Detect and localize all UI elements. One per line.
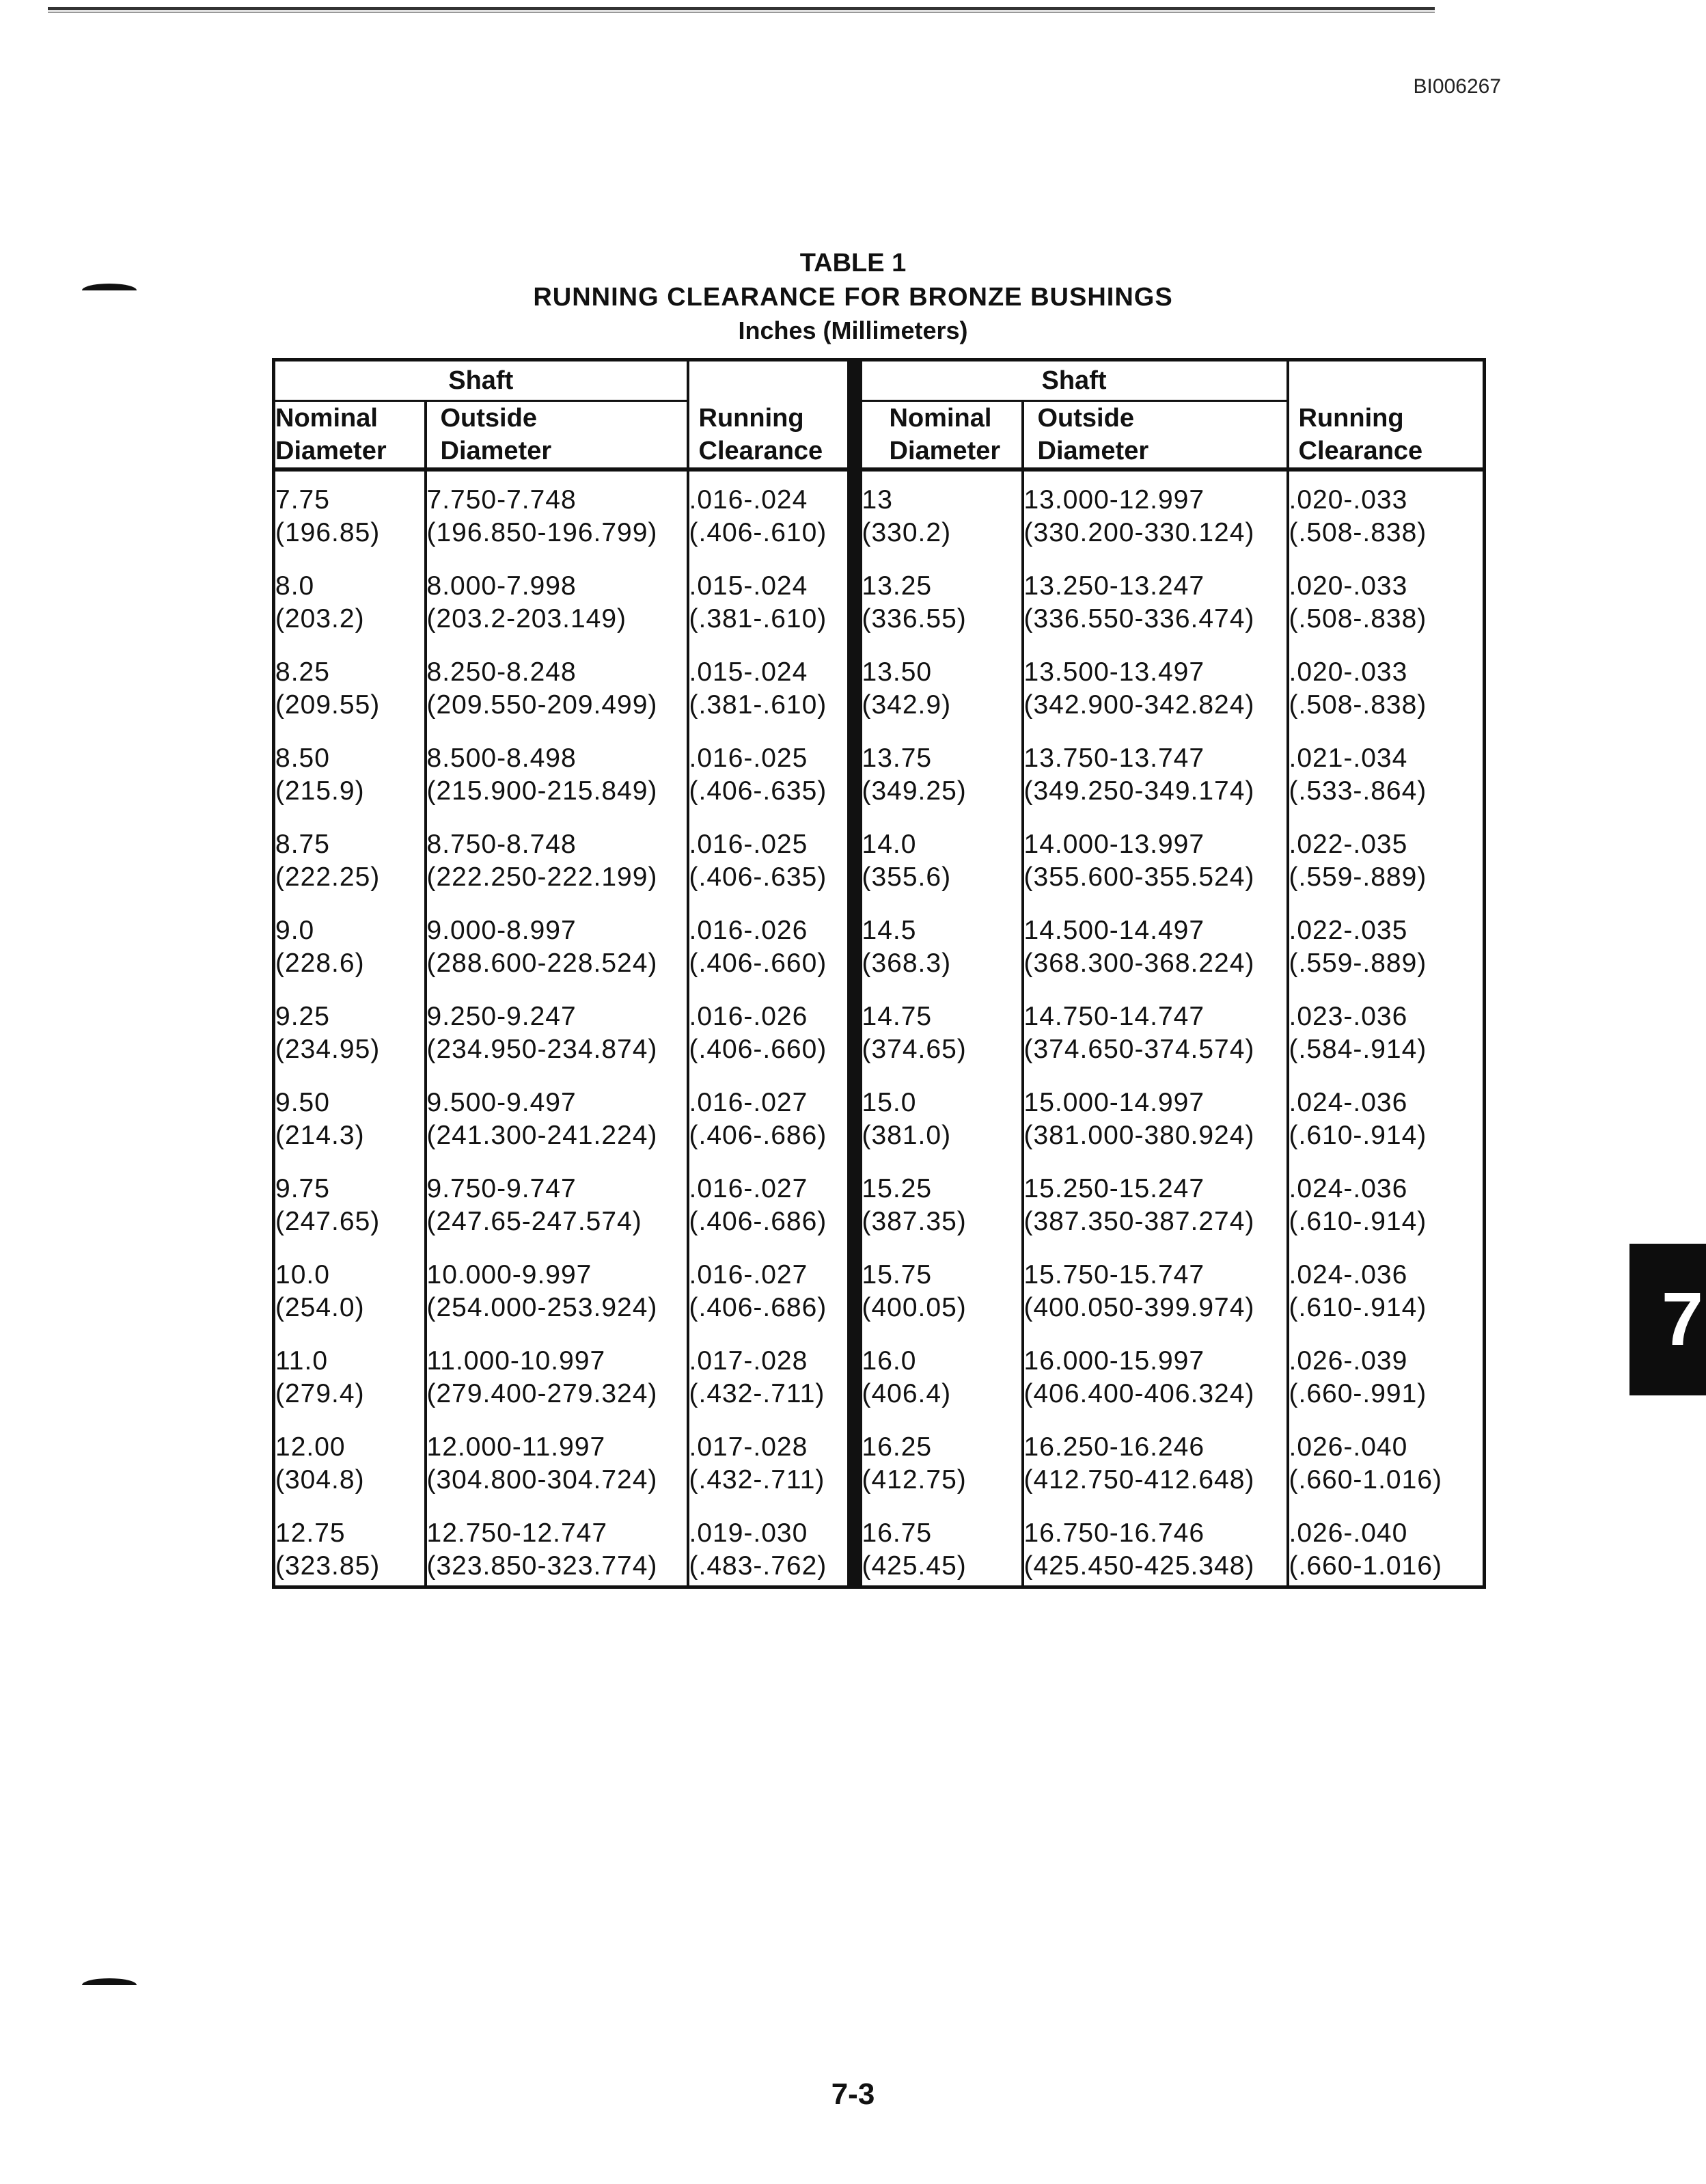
inch-value: 9.50 — [275, 1088, 330, 1117]
inch-value: 8.750-8.748 — [426, 830, 577, 859]
millimeter-value: (.559-.889) — [1289, 862, 1427, 892]
running-clearance-header-left: Running Clearance — [688, 360, 855, 470]
inch-value: .016-.025 — [689, 830, 808, 859]
millimeter-value: (.432-.711) — [689, 1465, 825, 1494]
millimeter-value: (.660-1.016) — [1289, 1551, 1442, 1581]
clearance-table — [272, 358, 1486, 1589]
millimeter-value: (247.65) — [275, 1207, 381, 1236]
inch-value: 8.500-8.498 — [426, 743, 577, 773]
table-row — [274, 914, 1485, 1000]
running-clearance-cell — [688, 828, 855, 914]
inch-value: .024-.036 — [1289, 1174, 1408, 1203]
millimeter-value: (247.65-247.574) — [426, 1207, 642, 1236]
inch-value: 16.750-16.746 — [1023, 1518, 1205, 1548]
millimeter-value: (209.550-209.499) — [426, 690, 658, 720]
inch-value: .026-.039 — [1289, 1346, 1408, 1376]
inch-value: 12.000-11.997 — [426, 1432, 606, 1462]
millimeter-value: (.610-.914) — [1289, 1121, 1427, 1150]
nominal-diameter-cell — [855, 570, 1023, 656]
millimeter-value: (349.250-349.174) — [1023, 776, 1255, 806]
table-row — [274, 742, 1485, 828]
running-clearance-cell — [688, 1000, 855, 1087]
nominal-diameter-cell — [855, 656, 1023, 742]
millimeter-value: (374.65) — [862, 1035, 967, 1064]
running-clearance-cell — [1288, 1259, 1485, 1345]
inch-value: 14.5 — [862, 916, 917, 945]
running-clearance-cell — [688, 1345, 855, 1431]
inch-value: 15.750-15.747 — [1023, 1260, 1205, 1289]
millimeter-value: (196.85) — [275, 518, 381, 547]
running-clearance-cell — [1288, 914, 1485, 1000]
outside-diameter-cell — [426, 656, 688, 742]
outside-diameter-cell — [1023, 914, 1288, 1000]
nominal-diameter-cell — [274, 828, 426, 914]
nominal-diameter-cell — [274, 914, 426, 1000]
nominal-diameter-cell — [855, 1173, 1023, 1259]
running-clearance-cell — [688, 570, 855, 656]
millimeter-value: (.610-.914) — [1289, 1207, 1427, 1236]
millimeter-value: (342.9) — [862, 690, 952, 720]
outside-diameter-cell — [426, 1087, 688, 1173]
running-clearance-cell — [1288, 1345, 1485, 1431]
inch-value: 9.500-9.497 — [426, 1088, 577, 1117]
inch-value: .019-.030 — [689, 1518, 808, 1548]
outside-diameter-cell — [1023, 469, 1288, 570]
table-row — [274, 1259, 1485, 1345]
millimeter-value: (279.400-279.324) — [426, 1379, 658, 1408]
table-row — [274, 1517, 1485, 1587]
inch-value: 11.000-10.997 — [426, 1346, 606, 1376]
inch-value: .023-.036 — [1289, 1002, 1408, 1031]
inch-value: 15.000-14.997 — [1023, 1088, 1205, 1117]
outside-diameter-cell — [1023, 742, 1288, 828]
outside-diameter-cell — [426, 1173, 688, 1259]
running-clearance-cell — [688, 469, 855, 570]
millimeter-value: (400.05) — [862, 1293, 967, 1322]
table-row — [274, 828, 1485, 914]
outside-diameter-cell — [1023, 1259, 1288, 1345]
millimeter-value: (304.8) — [275, 1465, 365, 1494]
outside-diameter-cell — [426, 828, 688, 914]
inch-value: .015-.024 — [689, 657, 808, 687]
table-title-block — [0, 246, 1706, 347]
inch-value: 15.0 — [862, 1088, 917, 1117]
table-units: Inches (Millimeters) — [738, 316, 968, 344]
millimeter-value: (304.800-304.724) — [426, 1465, 658, 1494]
running-clearance-cell — [1288, 828, 1485, 914]
nominal-diameter-cell — [855, 1259, 1023, 1345]
millimeter-value: (.660-1.016) — [1289, 1465, 1442, 1494]
millimeter-value: (387.350-387.274) — [1023, 1207, 1255, 1236]
inch-value: 9.250-9.247 — [426, 1002, 577, 1031]
inch-value: 13.750-13.747 — [1023, 743, 1205, 773]
inch-value: 10.000-9.997 — [426, 1260, 592, 1289]
inch-value: 13.000-12.997 — [1023, 485, 1205, 515]
outside-diameter-cell — [426, 742, 688, 828]
inch-value: .017-.028 — [689, 1432, 808, 1462]
outside-diameter-cell — [1023, 1517, 1288, 1587]
inch-value: 13.250-13.247 — [1023, 571, 1205, 601]
inch-value: .021-.034 — [1289, 743, 1408, 773]
top-rule-thin — [48, 12, 1435, 13]
millimeter-value: (.610-.914) — [1289, 1293, 1427, 1322]
outside-diameter-cell — [426, 570, 688, 656]
running-clearance-cell — [1288, 1087, 1485, 1173]
millimeter-value: (425.45) — [862, 1551, 967, 1581]
millimeter-value: (254.000-253.924) — [426, 1293, 658, 1322]
millimeter-value: (215.9) — [275, 776, 365, 806]
millimeter-value: (222.250-222.199) — [426, 862, 658, 892]
running-clearance-cell — [1288, 656, 1485, 742]
outside-diameter-cell — [426, 1259, 688, 1345]
inch-value: 9.750-9.747 — [426, 1174, 577, 1203]
millimeter-value: (368.3) — [862, 948, 952, 978]
inch-value: .016-.027 — [689, 1088, 808, 1117]
inch-value: 11.0 — [275, 1346, 329, 1376]
inch-value: 16.25 — [862, 1432, 933, 1462]
nominal-diameter-header-left: Nominal Diameter — [274, 401, 426, 470]
inch-value: 9.0 — [275, 916, 315, 945]
inch-value: .022-.035 — [1289, 916, 1408, 945]
millimeter-value: (.559-.889) — [1289, 948, 1427, 978]
millimeter-value: (.406-.686) — [689, 1121, 827, 1150]
running-clearance-cell — [688, 1173, 855, 1259]
millimeter-value: (222.25) — [275, 862, 381, 892]
nominal-diameter-cell — [274, 1087, 426, 1173]
shaft-header-left: Shaft — [274, 360, 688, 401]
millimeter-value: (279.4) — [275, 1379, 365, 1408]
millimeter-value: (374.650-374.574) — [1023, 1035, 1255, 1064]
millimeter-value: (.406-.660) — [689, 948, 827, 978]
millimeter-value: (.381-.610) — [689, 604, 827, 633]
nominal-diameter-cell — [855, 1000, 1023, 1087]
millimeter-value: (.483-.762) — [689, 1551, 827, 1581]
inch-value: .016-.026 — [689, 916, 808, 945]
nominal-diameter-cell — [274, 742, 426, 828]
inch-value: 15.75 — [862, 1260, 933, 1289]
millimeter-value: (.533-.864) — [1289, 776, 1427, 806]
table-row — [274, 1345, 1485, 1431]
inch-value: 12.00 — [275, 1432, 346, 1462]
table-row — [274, 1431, 1485, 1517]
table-row — [274, 570, 1485, 656]
inch-value: .016-.025 — [689, 743, 808, 773]
inch-value: .020-.033 — [1289, 657, 1408, 687]
outside-diameter-cell — [426, 469, 688, 570]
millimeter-value: (.406-.635) — [689, 776, 827, 806]
inch-value: .015-.024 — [689, 571, 808, 601]
outside-diameter-cell — [1023, 570, 1288, 656]
nominal-diameter-header-right: Nominal Diameter — [855, 401, 1023, 470]
inch-value: .016-.027 — [689, 1174, 808, 1203]
inch-value: .020-.033 — [1289, 485, 1408, 515]
millimeter-value: (406.4) — [862, 1379, 952, 1408]
millimeter-value: (387.35) — [862, 1207, 967, 1236]
nominal-diameter-cell — [274, 1517, 426, 1587]
inch-value: 13.500-13.497 — [1023, 657, 1205, 687]
millimeter-value: (196.850-196.799) — [426, 518, 658, 547]
inch-value: .024-.036 — [1289, 1260, 1408, 1289]
inch-value: 8.250-8.248 — [426, 657, 577, 687]
nominal-diameter-cell — [855, 914, 1023, 1000]
millimeter-value: (323.85) — [275, 1551, 381, 1581]
inch-value: 16.0 — [862, 1346, 917, 1376]
inch-value: .017-.028 — [689, 1346, 808, 1376]
outside-diameter-cell — [1023, 1000, 1288, 1087]
inch-value: 14.75 — [862, 1002, 933, 1031]
inch-value: 9.75 — [275, 1174, 330, 1203]
millimeter-value: (.584-.914) — [1289, 1035, 1427, 1064]
millimeter-value: (355.600-355.524) — [1023, 862, 1255, 892]
millimeter-value: (.406-.610) — [689, 518, 827, 547]
inch-value: .024-.036 — [1289, 1088, 1408, 1117]
table-title: RUNNING CLEARANCE FOR BRONZE BUSHINGS — [533, 283, 1173, 312]
millimeter-value: (.406-.660) — [689, 1035, 827, 1064]
section-tab: 7 — [1629, 1244, 1706, 1395]
nominal-diameter-cell — [855, 469, 1023, 570]
millimeter-value: (.432-.711) — [689, 1379, 825, 1408]
running-clearance-cell — [1288, 1173, 1485, 1259]
millimeter-value: (.406-.686) — [689, 1207, 827, 1236]
millimeter-value: (.381-.610) — [689, 690, 827, 720]
outside-diameter-cell — [1023, 1173, 1288, 1259]
inch-value: 10.0 — [275, 1260, 330, 1289]
outside-diameter-cell — [426, 1345, 688, 1431]
nominal-diameter-cell — [274, 1431, 426, 1517]
millimeter-value: (381.0) — [862, 1121, 952, 1150]
millimeter-value: (.508-.838) — [1289, 604, 1427, 633]
running-clearance-cell — [688, 656, 855, 742]
top-rule — [48, 7, 1435, 10]
running-clearance-cell — [688, 1517, 855, 1587]
outside-diameter-cell — [426, 1517, 688, 1587]
nominal-diameter-cell — [274, 1000, 426, 1087]
inch-value: 13 — [862, 485, 893, 515]
millimeter-value: (336.55) — [862, 604, 967, 633]
outside-diameter-cell — [1023, 1345, 1288, 1431]
millimeter-value: (406.400-406.324) — [1023, 1379, 1255, 1408]
millimeter-value: (368.300-368.224) — [1023, 948, 1255, 978]
nominal-diameter-cell — [855, 1087, 1023, 1173]
table-body — [274, 469, 1485, 1587]
running-clearance-cell — [1288, 1431, 1485, 1517]
inch-value: 14.0 — [862, 830, 917, 859]
running-clearance-cell — [1288, 1517, 1485, 1587]
millimeter-value: (400.050-399.974) — [1023, 1293, 1255, 1322]
running-clearance-cell — [1288, 469, 1485, 570]
running-clearance-cell — [1288, 742, 1485, 828]
millimeter-value: (323.850-323.774) — [426, 1551, 658, 1581]
inch-value: 13.50 — [862, 657, 933, 687]
nominal-diameter-cell — [855, 742, 1023, 828]
inch-value: .020-.033 — [1289, 571, 1408, 601]
inch-value: 8.50 — [275, 743, 330, 773]
inch-value: 14.000-13.997 — [1023, 830, 1205, 859]
inch-value: 14.500-14.497 — [1023, 916, 1205, 945]
nominal-diameter-cell — [274, 570, 426, 656]
outside-diameter-header-left: Outside Diameter — [426, 401, 688, 470]
millimeter-value: (412.75) — [862, 1465, 967, 1494]
inch-value: .016-.026 — [689, 1002, 808, 1031]
millimeter-value: (.508-.838) — [1289, 690, 1427, 720]
nominal-diameter-cell — [274, 469, 426, 570]
inch-value: 8.000-7.998 — [426, 571, 577, 601]
inch-value: 13.25 — [862, 571, 933, 601]
inch-value: 16.000-15.997 — [1023, 1346, 1205, 1376]
running-clearance-cell — [1288, 570, 1485, 656]
inch-value: 14.750-14.747 — [1023, 1002, 1205, 1031]
nominal-diameter-cell — [274, 1173, 426, 1259]
inch-value: 9.000-8.997 — [426, 916, 577, 945]
outside-diameter-header-right: Outside Diameter — [1023, 401, 1288, 470]
outside-diameter-cell — [426, 1000, 688, 1087]
millimeter-value: (.406-.686) — [689, 1293, 827, 1322]
table-row — [274, 1000, 1485, 1087]
nominal-diameter-cell — [855, 1431, 1023, 1517]
running-clearance-header-right: Running Clearance — [1288, 360, 1485, 470]
inch-value: 8.25 — [275, 657, 330, 687]
inch-value: 7.750-7.748 — [426, 485, 577, 515]
running-clearance-cell — [688, 1259, 855, 1345]
inch-value: 16.250-16.246 — [1023, 1432, 1205, 1462]
outside-diameter-cell — [1023, 828, 1288, 914]
nominal-diameter-cell — [855, 1517, 1023, 1587]
inch-value: .022-.035 — [1289, 830, 1408, 859]
running-clearance-cell — [1288, 1000, 1485, 1087]
inch-value: 12.75 — [275, 1518, 346, 1548]
millimeter-value: (288.600-228.524) — [426, 948, 658, 978]
inch-value: .026-.040 — [1289, 1518, 1408, 1548]
running-clearance-cell — [688, 742, 855, 828]
outside-diameter-cell — [1023, 656, 1288, 742]
millimeter-value: (203.2) — [275, 604, 365, 633]
outside-diameter-cell — [426, 914, 688, 1000]
millimeter-value: (425.450-425.348) — [1023, 1551, 1255, 1581]
inch-value: 12.750-12.747 — [426, 1518, 608, 1548]
millimeter-value: (254.0) — [275, 1293, 365, 1322]
millimeter-value: (234.950-234.874) — [426, 1035, 658, 1064]
nominal-diameter-cell — [274, 656, 426, 742]
shaft-header-right: Shaft — [855, 360, 1288, 401]
running-clearance-cell — [688, 914, 855, 1000]
inch-value: 8.75 — [275, 830, 330, 859]
millimeter-value: (.508-.838) — [1289, 518, 1427, 547]
nominal-diameter-cell — [855, 828, 1023, 914]
millimeter-value: (214.3) — [275, 1121, 365, 1150]
millimeter-value: (228.6) — [275, 948, 365, 978]
millimeter-value: (330.2) — [862, 518, 952, 547]
table-row — [274, 469, 1485, 570]
binding-mark-bottom — [82, 1978, 137, 1985]
millimeter-value: (.406-.635) — [689, 862, 827, 892]
millimeter-value: (330.200-330.124) — [1023, 518, 1255, 547]
millimeter-value: (.660-.991) — [1289, 1379, 1427, 1408]
outside-diameter-cell — [1023, 1087, 1288, 1173]
outside-diameter-cell — [1023, 1431, 1288, 1517]
inch-value: .026-.040 — [1289, 1432, 1408, 1462]
millimeter-value: (215.900-215.849) — [426, 776, 658, 806]
inch-value: 7.75 — [275, 485, 330, 515]
table-number: TABLE 1 — [799, 249, 907, 277]
table-row — [274, 1173, 1485, 1259]
inch-value: 9.25 — [275, 1002, 330, 1031]
millimeter-value: (209.55) — [275, 690, 381, 720]
running-clearance-cell — [688, 1087, 855, 1173]
millimeter-value: (342.900-342.824) — [1023, 690, 1255, 720]
inch-value: .016-.024 — [689, 485, 808, 515]
millimeter-value: (203.2-203.149) — [426, 604, 627, 633]
table-row — [274, 656, 1485, 742]
outside-diameter-cell — [426, 1431, 688, 1517]
page-number: 7-3 — [831, 2077, 875, 2111]
millimeter-value: (381.000-380.924) — [1023, 1121, 1255, 1150]
inch-value: 15.250-15.247 — [1023, 1174, 1205, 1203]
millimeter-value: (412.750-412.648) — [1023, 1465, 1255, 1494]
running-clearance-cell — [688, 1431, 855, 1517]
nominal-diameter-cell — [274, 1259, 426, 1345]
table-row — [274, 1087, 1485, 1173]
millimeter-value: (349.25) — [862, 776, 967, 806]
inch-value: 8.0 — [275, 571, 315, 601]
millimeter-value: (241.300-241.224) — [426, 1121, 658, 1150]
millimeter-value: (355.6) — [862, 862, 952, 892]
inch-value: 13.75 — [862, 743, 933, 773]
inch-value: 16.75 — [862, 1518, 933, 1548]
inch-value: .016-.027 — [689, 1260, 808, 1289]
inch-value: 15.25 — [862, 1174, 933, 1203]
nominal-diameter-cell — [855, 1345, 1023, 1431]
millimeter-value: (234.95) — [275, 1035, 381, 1064]
document-id: BI006267 — [1413, 75, 1501, 98]
nominal-diameter-cell — [274, 1345, 426, 1431]
millimeter-value: (336.550-336.474) — [1023, 604, 1255, 633]
